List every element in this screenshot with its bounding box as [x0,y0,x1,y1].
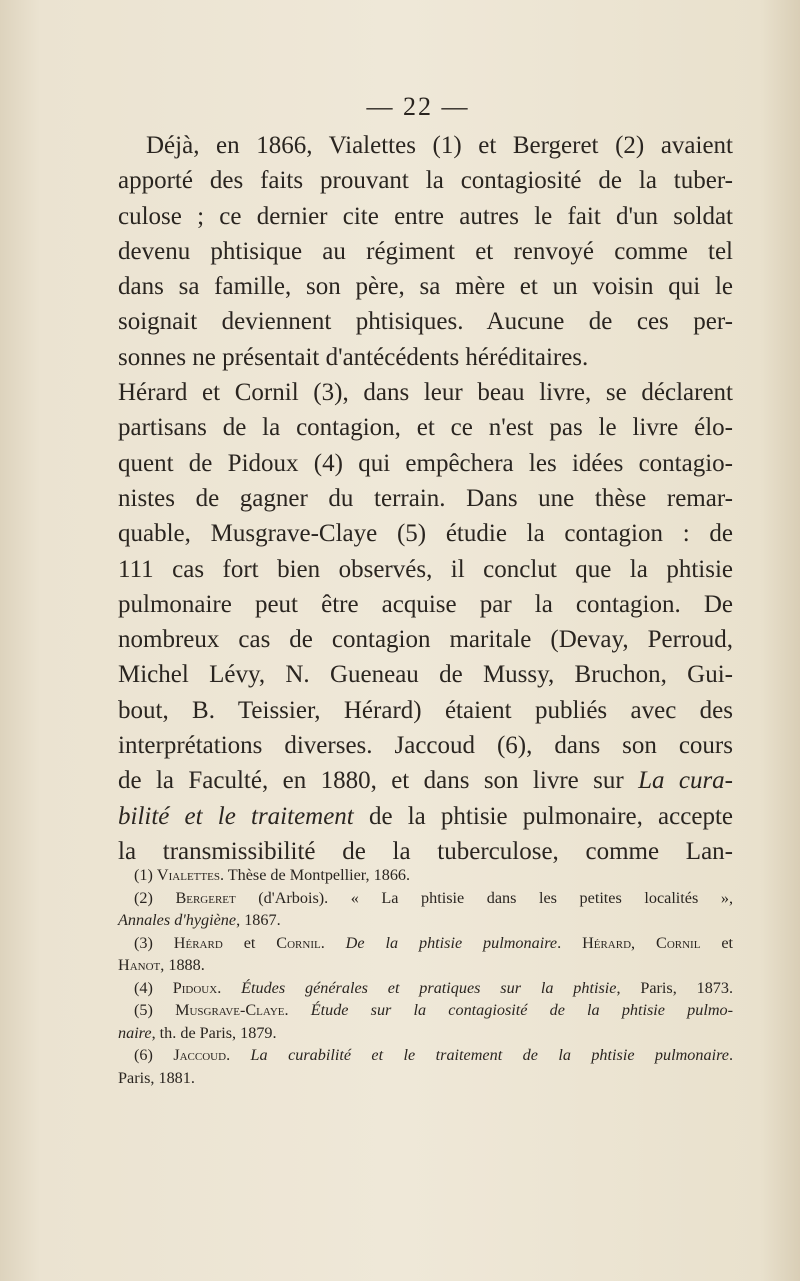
footnote-6 [118,1044,733,1067]
footnote-title: Études générales et pratiques sur la phtisie [241,978,617,997]
footnote-number: (2) [134,888,153,907]
body-line: devenu phtisique au régiment et renvoyé comme tel [118,237,733,265]
footnote-text: , Paris, 1873. [616,978,734,997]
footnote-author: Hérard [582,933,632,952]
body-line-mixed [118,799,733,834]
body-line: la transmissibilité de la tuberculose, comme Lan- [118,837,733,865]
footnote-text: , 1867. [236,911,281,929]
footnote-number: (6) [134,1046,153,1064]
page-number: — 22 — [366,92,470,121]
body-line: Déjà, en 1866, Vialettes (1) et Bergeret (2) avaient [146,132,733,159]
body-line: interprétations diverses. Jaccoud (6), dans son cours [118,732,733,760]
footnote-number: (4) [134,978,153,997]
footnote-1 [118,864,733,887]
body-line: Hérard et Cornil (3), dans leur beau livre, se déclarent [118,379,733,407]
footnote-text: et [700,933,734,952]
footnote-title: De la phtisie pulmonaire [345,933,558,952]
body-line: quable, Musgrave-Claye (5) étudie la contagion : de [118,520,733,548]
footnote-author: Cornil [276,933,321,952]
footnotes [118,864,733,1089]
footnote-title: naire [118,1023,152,1042]
body-line: apporté des faits prouvant la contagiosité de la tuber- [118,167,733,195]
footnote-text: (d'Arbois). « La phtisie dans les petites localités », [235,888,733,907]
footnote-text: . [728,1046,734,1064]
footnote-text: , th. de Paris, 1879. [151,1023,277,1042]
body-italic-title: La cura- [638,767,733,795]
body-line: soignait deviennent phtisiques. Aucune de ces per- [118,308,733,336]
footnote-text: et [222,933,277,952]
footnote-number: (1) [134,866,153,884]
footnote-6-cont: Paris, 1881. [118,1068,195,1087]
footnote-3 [118,932,733,955]
footnote-5-cont [118,1022,733,1045]
footnote-2 [118,887,733,910]
footnote-author: Hanot [118,956,161,974]
body-line: Michel Lévy, N. Gueneau de Mussy, Bruchon, Gui- [118,661,733,689]
footnote-text: . [557,933,583,952]
footnote-2-cont [118,909,733,932]
body-line: quent de Pidoux (4) qui empêchera les idées contagio- [118,449,733,477]
footnote-text: . Thèse de Montpellier, 1866. [219,866,411,884]
footnote-text: . [320,933,346,952]
footnote-author: Pidoux [172,978,218,997]
footnote-text: , [631,933,657,952]
footnote-text: , 1888. [160,956,205,974]
body-text [118,128,733,869]
footnote-text: . [226,1046,251,1064]
body-line: dans sa famille, son père, sa mère et un voisin qui le [118,273,733,301]
footnote-number: (5) [134,1001,153,1019]
body-line-mixed [118,763,733,798]
body-italic-title: bilité et le traitement [118,802,354,830]
footnote-title: Annales d'hygiène [118,911,237,929]
footnote-author: Cornil [656,933,701,952]
body-line: 111 cas fort bien observés, il conclut que la phtisie [118,555,733,583]
footnote-author: Bergeret [175,888,236,907]
body-line: culose ; ce dernier cite entre autres le fait d'un soldat [118,202,733,230]
body-line: nistes de gagner du terrain. Dans une thèse remar- [118,484,733,512]
body-line: bout, B. Teissier, Hérard) étaient publiés avec des [118,696,733,724]
footnote-author: Musgrave-Claye [175,1001,285,1019]
footnote-title: La curabilité et le traitement de la phtisie pulmonaire [250,1046,729,1064]
body-line: nombreux cas de contagion maritale (Devay, Perroud, [118,626,733,654]
body-line: sonnes ne présentait d'antécédents héréditaires. [118,343,589,371]
footnote-number: (3) [134,933,153,952]
footnote-author: Jaccoud [173,1046,227,1064]
body-line: pulmonaire peut être acquise par la contagion. De [118,590,733,618]
footnote-3-cont [118,954,733,977]
footnote-5 [118,999,733,1022]
footnote-author: Vialettes [156,866,220,884]
body-text-segment: de la Faculté, en 1880, et dans son livre sur [118,767,624,795]
footnote-author: Hérard [173,933,223,952]
body-line: partisans de la contagion, et ce n'est pas le livre élo- [118,414,733,442]
footnote-text: . [284,1001,311,1019]
footnote-title: Étude sur la contagiosité de la phtisie pulmo- [310,1001,734,1019]
footnote-text: . [217,978,242,997]
footnote-4 [118,977,733,1000]
body-text-segment: de la phtisie pulmonaire, accepte [353,802,733,830]
